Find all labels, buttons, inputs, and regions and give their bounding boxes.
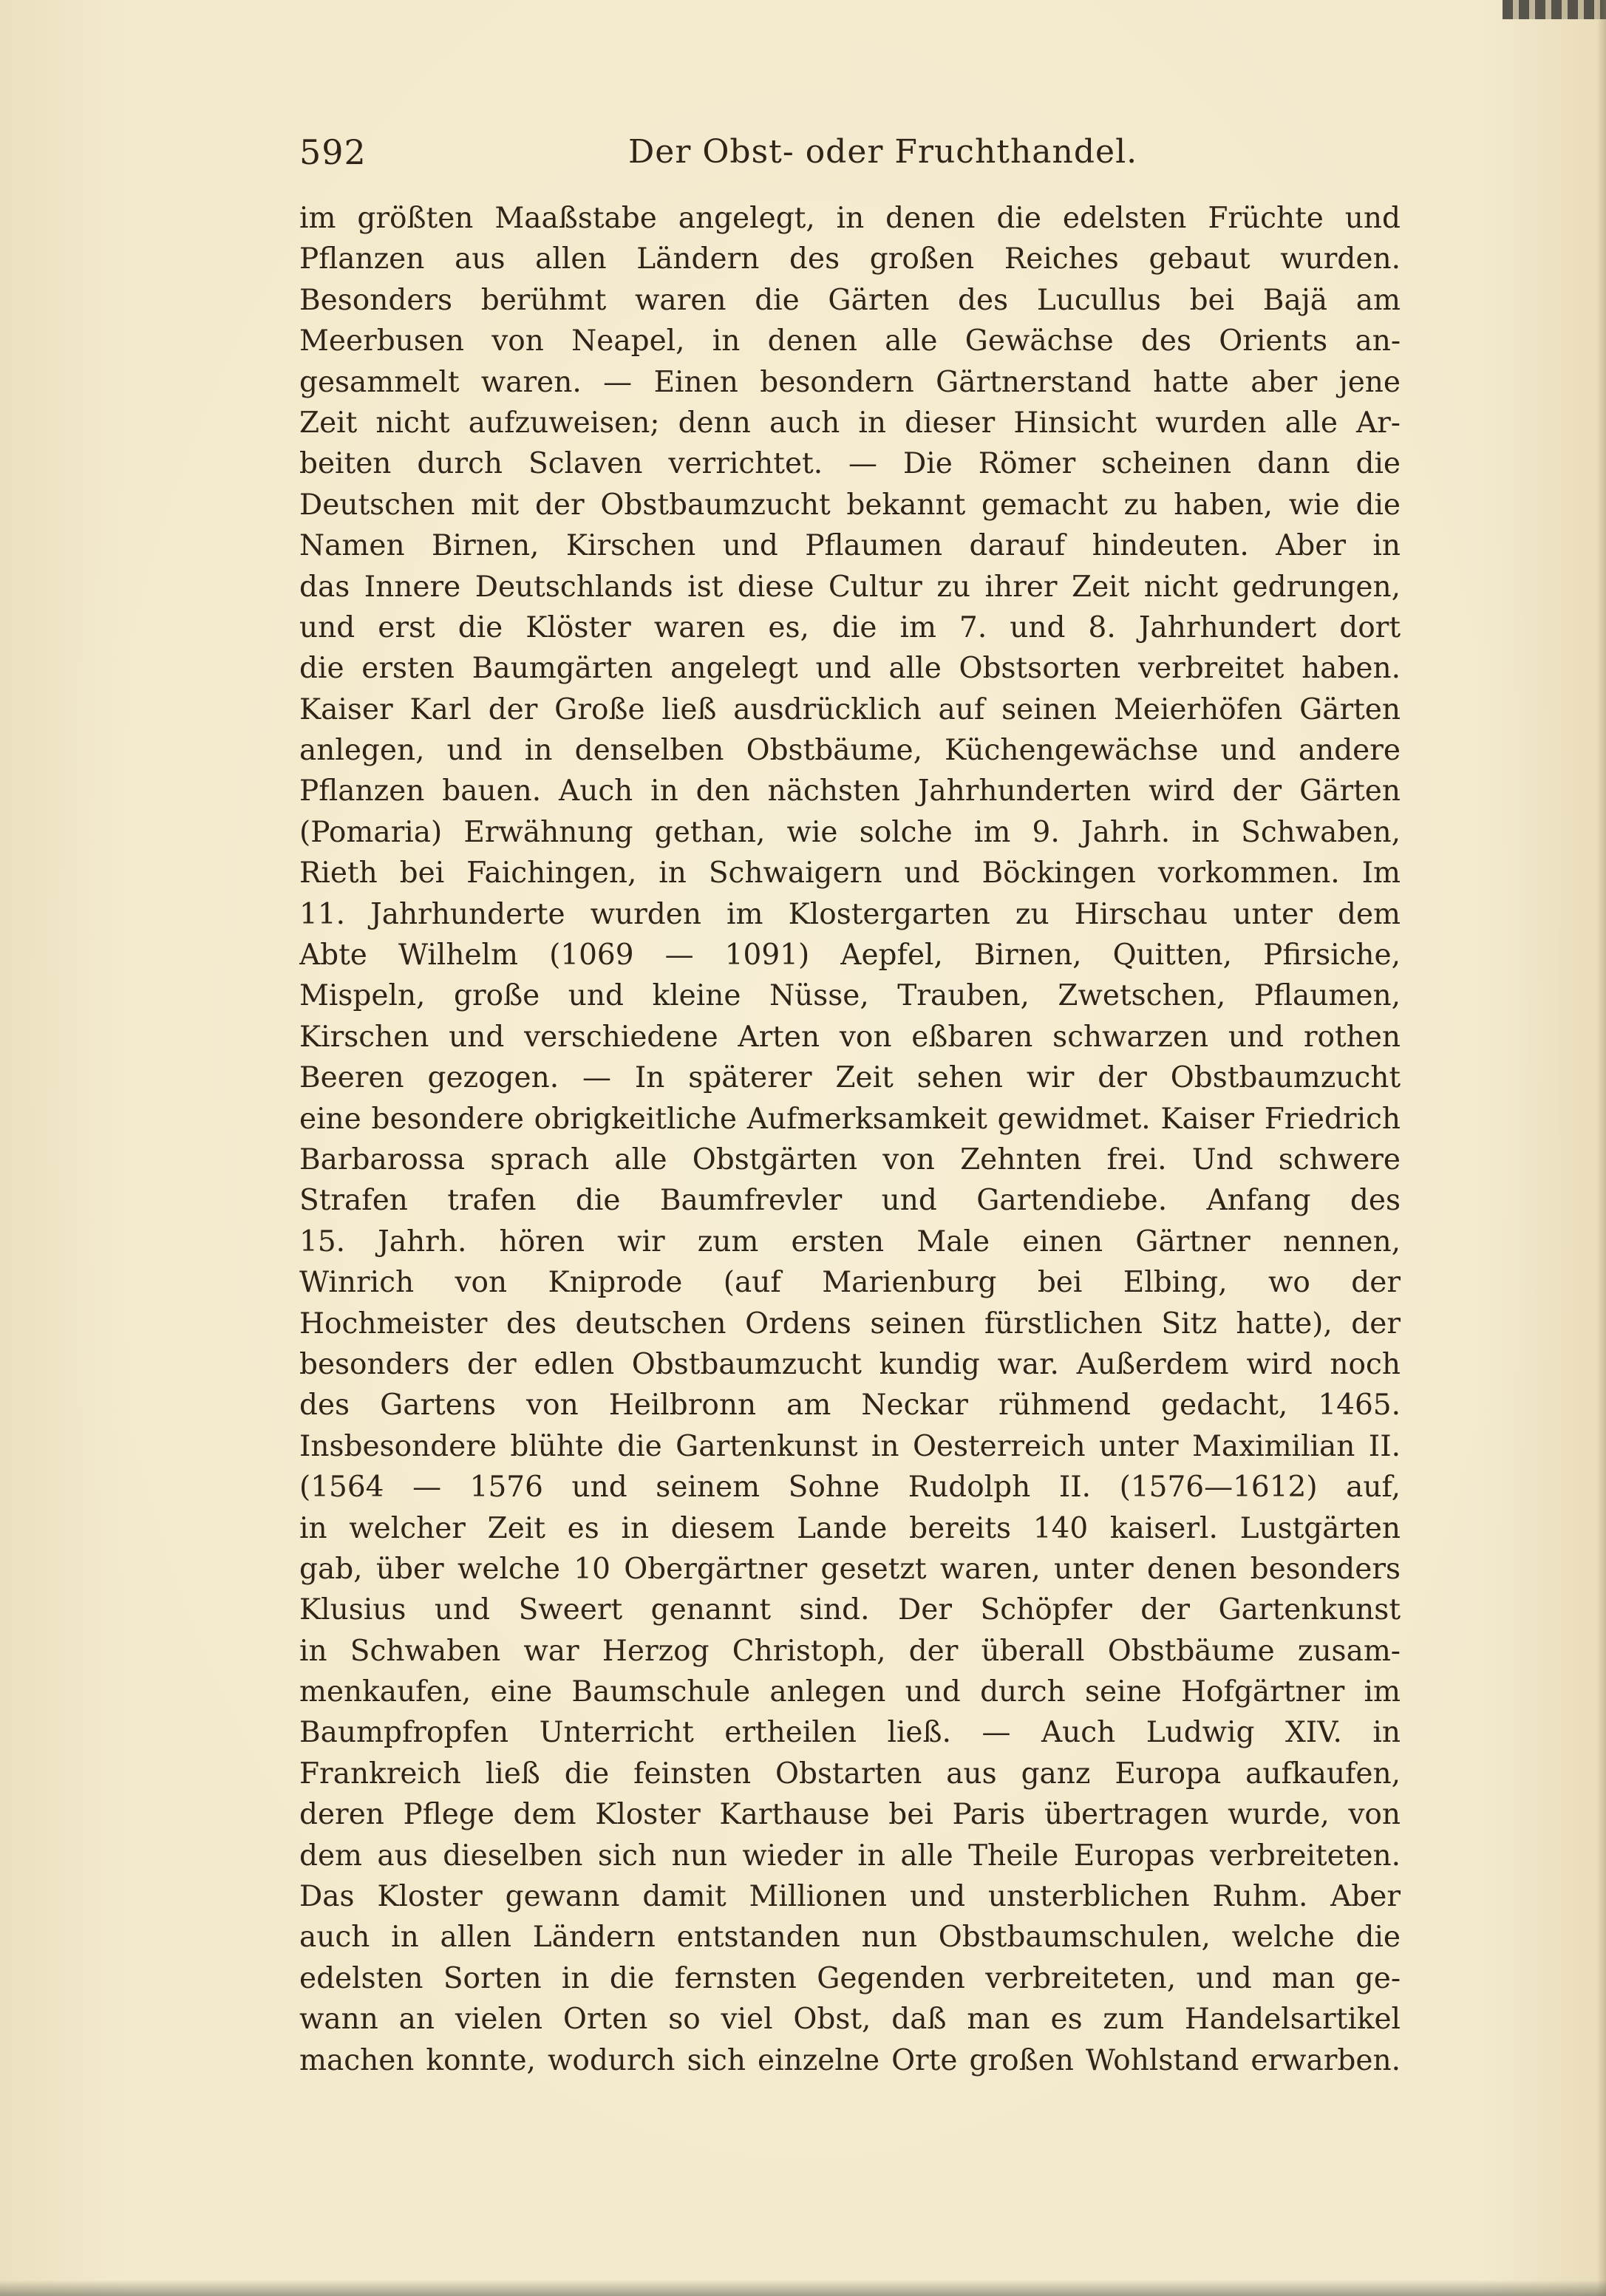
text-line: 15. Jahrh. hören wir zum ersten Male einen Gärtner nennen, <box>299 1224 1401 1258</box>
text-line: Besonders berühmt waren die Gärten des Lucullus bei Bajä am <box>299 283 1401 317</box>
text-line: eine besondere obrigkeitliche Aufmerksamkeit gewidmet. Kaiser Friedrich <box>299 1102 1401 1136</box>
text-line: Kirschen und verschiedene Arten von eßbaren schwarzen und rothen <box>299 1020 1401 1054</box>
text-line: Das Kloster gewann damit Millionen und unsterblichen Ruhm. Aber <box>299 1880 1401 1914</box>
page-number: 592 <box>299 132 367 172</box>
text-line: 11. Jahrhunderte wurden im Klostergarten zu Hirschau unter dem <box>299 897 1401 931</box>
text-line: und erst die Klöster waren es, die im 7. und 8. Jahrhundert dort <box>299 610 1401 644</box>
text-line: gesammelt waren. — Einen besondern Gärtnerstand hatte aber jene <box>299 365 1401 399</box>
text-line: Strafen trafen die Baumfrevler und Gartendiebe. Anfang des <box>299 1184 1401 1218</box>
text-line: anlegen, und in denselben Obstbäume, Küchengewächse und andere <box>299 734 1401 768</box>
text-line: die ersten Baumgärten angelegt und alle Obstsorten verbreitet haben. <box>299 652 1401 686</box>
text-line: besonders der edlen Obstbaumzucht kundig war. Außerdem wird noch <box>299 1347 1401 1381</box>
scan-edge-right <box>1597 0 1606 2296</box>
page-header <box>299 130 1401 174</box>
text-line: Namen Birnen, Kirschen und Pflaumen darauf hindeuten. Aber in <box>299 529 1401 563</box>
text-line: machen konnte, wodurch sich einzelne Orte großen Wohlstand erwarben. <box>299 2043 1401 2077</box>
text-line: in welcher Zeit es in diesem Lande bereits 140 kaiserl. Lustgärten <box>299 1511 1401 1545</box>
text-line: Pflanzen bauen. Auch in den nächsten Jahrhunderten wird der Gärten <box>299 774 1401 808</box>
text-line: edelsten Sorten in die fernsten Gegenden verbreiteten, und man ge- <box>299 1961 1401 1995</box>
text-line: das Innere Deutschlands ist diese Cultur zu ihrer Zeit nicht gedrungen, <box>299 570 1401 604</box>
text-line: menkaufen, eine Baumschule anlegen und durch seine Hofgärtner im <box>299 1675 1401 1709</box>
text-line: Baumpfropfen Unterricht ertheilen ließ. — Auch Ludwig XIV. in <box>299 1716 1401 1750</box>
running-head: Der Obst- oder Fruchthandel. <box>628 133 1138 171</box>
scan-edge-bottom <box>0 2280 1606 2296</box>
text-line: Frankreich ließ die feinsten Obstarten aus ganz Europa aufkaufen, <box>299 1757 1401 1791</box>
text-line: beiten durch Sclaven verrichtet. — Die Römer scheinen dann die <box>299 447 1401 481</box>
scan-edge-top <box>1503 0 1606 19</box>
text-line: Barbarossa sprach alle Obstgärten von Zehnten frei. Und schwere <box>299 1142 1401 1176</box>
text-line: Deutschen mit der Obstbaumzucht bekannt gemacht zu haben, wie die <box>299 488 1401 522</box>
text-line: Meerbusen von Neapel, in denen alle Gewächse des Orients an- <box>299 324 1401 358</box>
text-line: Rieth bei Faichingen, in Schwaigern und Böckingen vorkommen. Im <box>299 856 1401 890</box>
text-line: Winrich von Kniprode (auf Marienburg bei Elbing, wo der <box>299 1266 1401 1300</box>
text-line: Abte Wilhelm (1069 — 1091) Aepfel, Birnen, Quitten, Pfirsiche, <box>299 939 1401 972</box>
text-line: auch in allen Ländern entstanden nun Obstbaumschulen, welche die <box>299 1921 1401 1955</box>
text-line: in Schwaben war Herzog Christoph, der überall Obstbäume zusam- <box>299 1634 1401 1668</box>
text-line: Mispeln, große und kleine Nüsse, Trauben, Zwetschen, Pflaumen, <box>299 979 1401 1013</box>
text-line: wann an vielen Orten so viel Obst, daß man es zum Handelsartikel <box>299 2003 1401 2037</box>
text-line: dem aus dieselben sich nun wieder in alle Theile Europas verbreiteten. <box>299 1839 1401 1873</box>
text-line: Beeren gezogen. — In späterer Zeit sehen wir der Obstbaumzucht <box>299 1061 1401 1095</box>
text-line: Zeit nicht aufzuweisen; denn auch in dieser Hinsicht wurden alle Ar- <box>299 406 1401 440</box>
text-line: deren Pflege dem Kloster Karthause bei Paris übertragen wurde, von <box>299 1798 1401 1832</box>
text-line: gab, über welche 10 Obergärtner gesetzt waren, unter denen besonders <box>299 1552 1401 1586</box>
text-line: Klusius und Sweert genannt sind. Der Schöpfer der Gartenkunst <box>299 1593 1401 1627</box>
text-line: Pflanzen aus allen Ländern des großen Reiches gebaut wurden. <box>299 242 1401 276</box>
text-line: des Gartens von Heilbronn am Neckar rühmend gedacht, 1465. <box>299 1389 1401 1423</box>
body-text <box>299 198 1401 2081</box>
text-line: (1564 — 1576 und seinem Sohne Rudolph II. (1576—1612) auf, <box>299 1471 1401 1505</box>
text-line: Insbesondere blühte die Gartenkunst in Oesterreich unter Maximilian II. <box>299 1429 1401 1463</box>
text-line: (Pomaria) Erwähnung gethan, wie solche im 9. Jahrh. in Schwaben, <box>299 815 1401 849</box>
text-line: Kaiser Karl der Große ließ ausdrücklich auf seinen Meierhöfen Gärten <box>299 692 1401 726</box>
text-line: im größten Maaßstabe angelegt, in denen die edelsten Früchte und <box>299 202 1401 235</box>
text-line: Hochmeister des deutschen Ordens seinen fürstlichen Sitz hatte), der <box>299 1307 1401 1341</box>
